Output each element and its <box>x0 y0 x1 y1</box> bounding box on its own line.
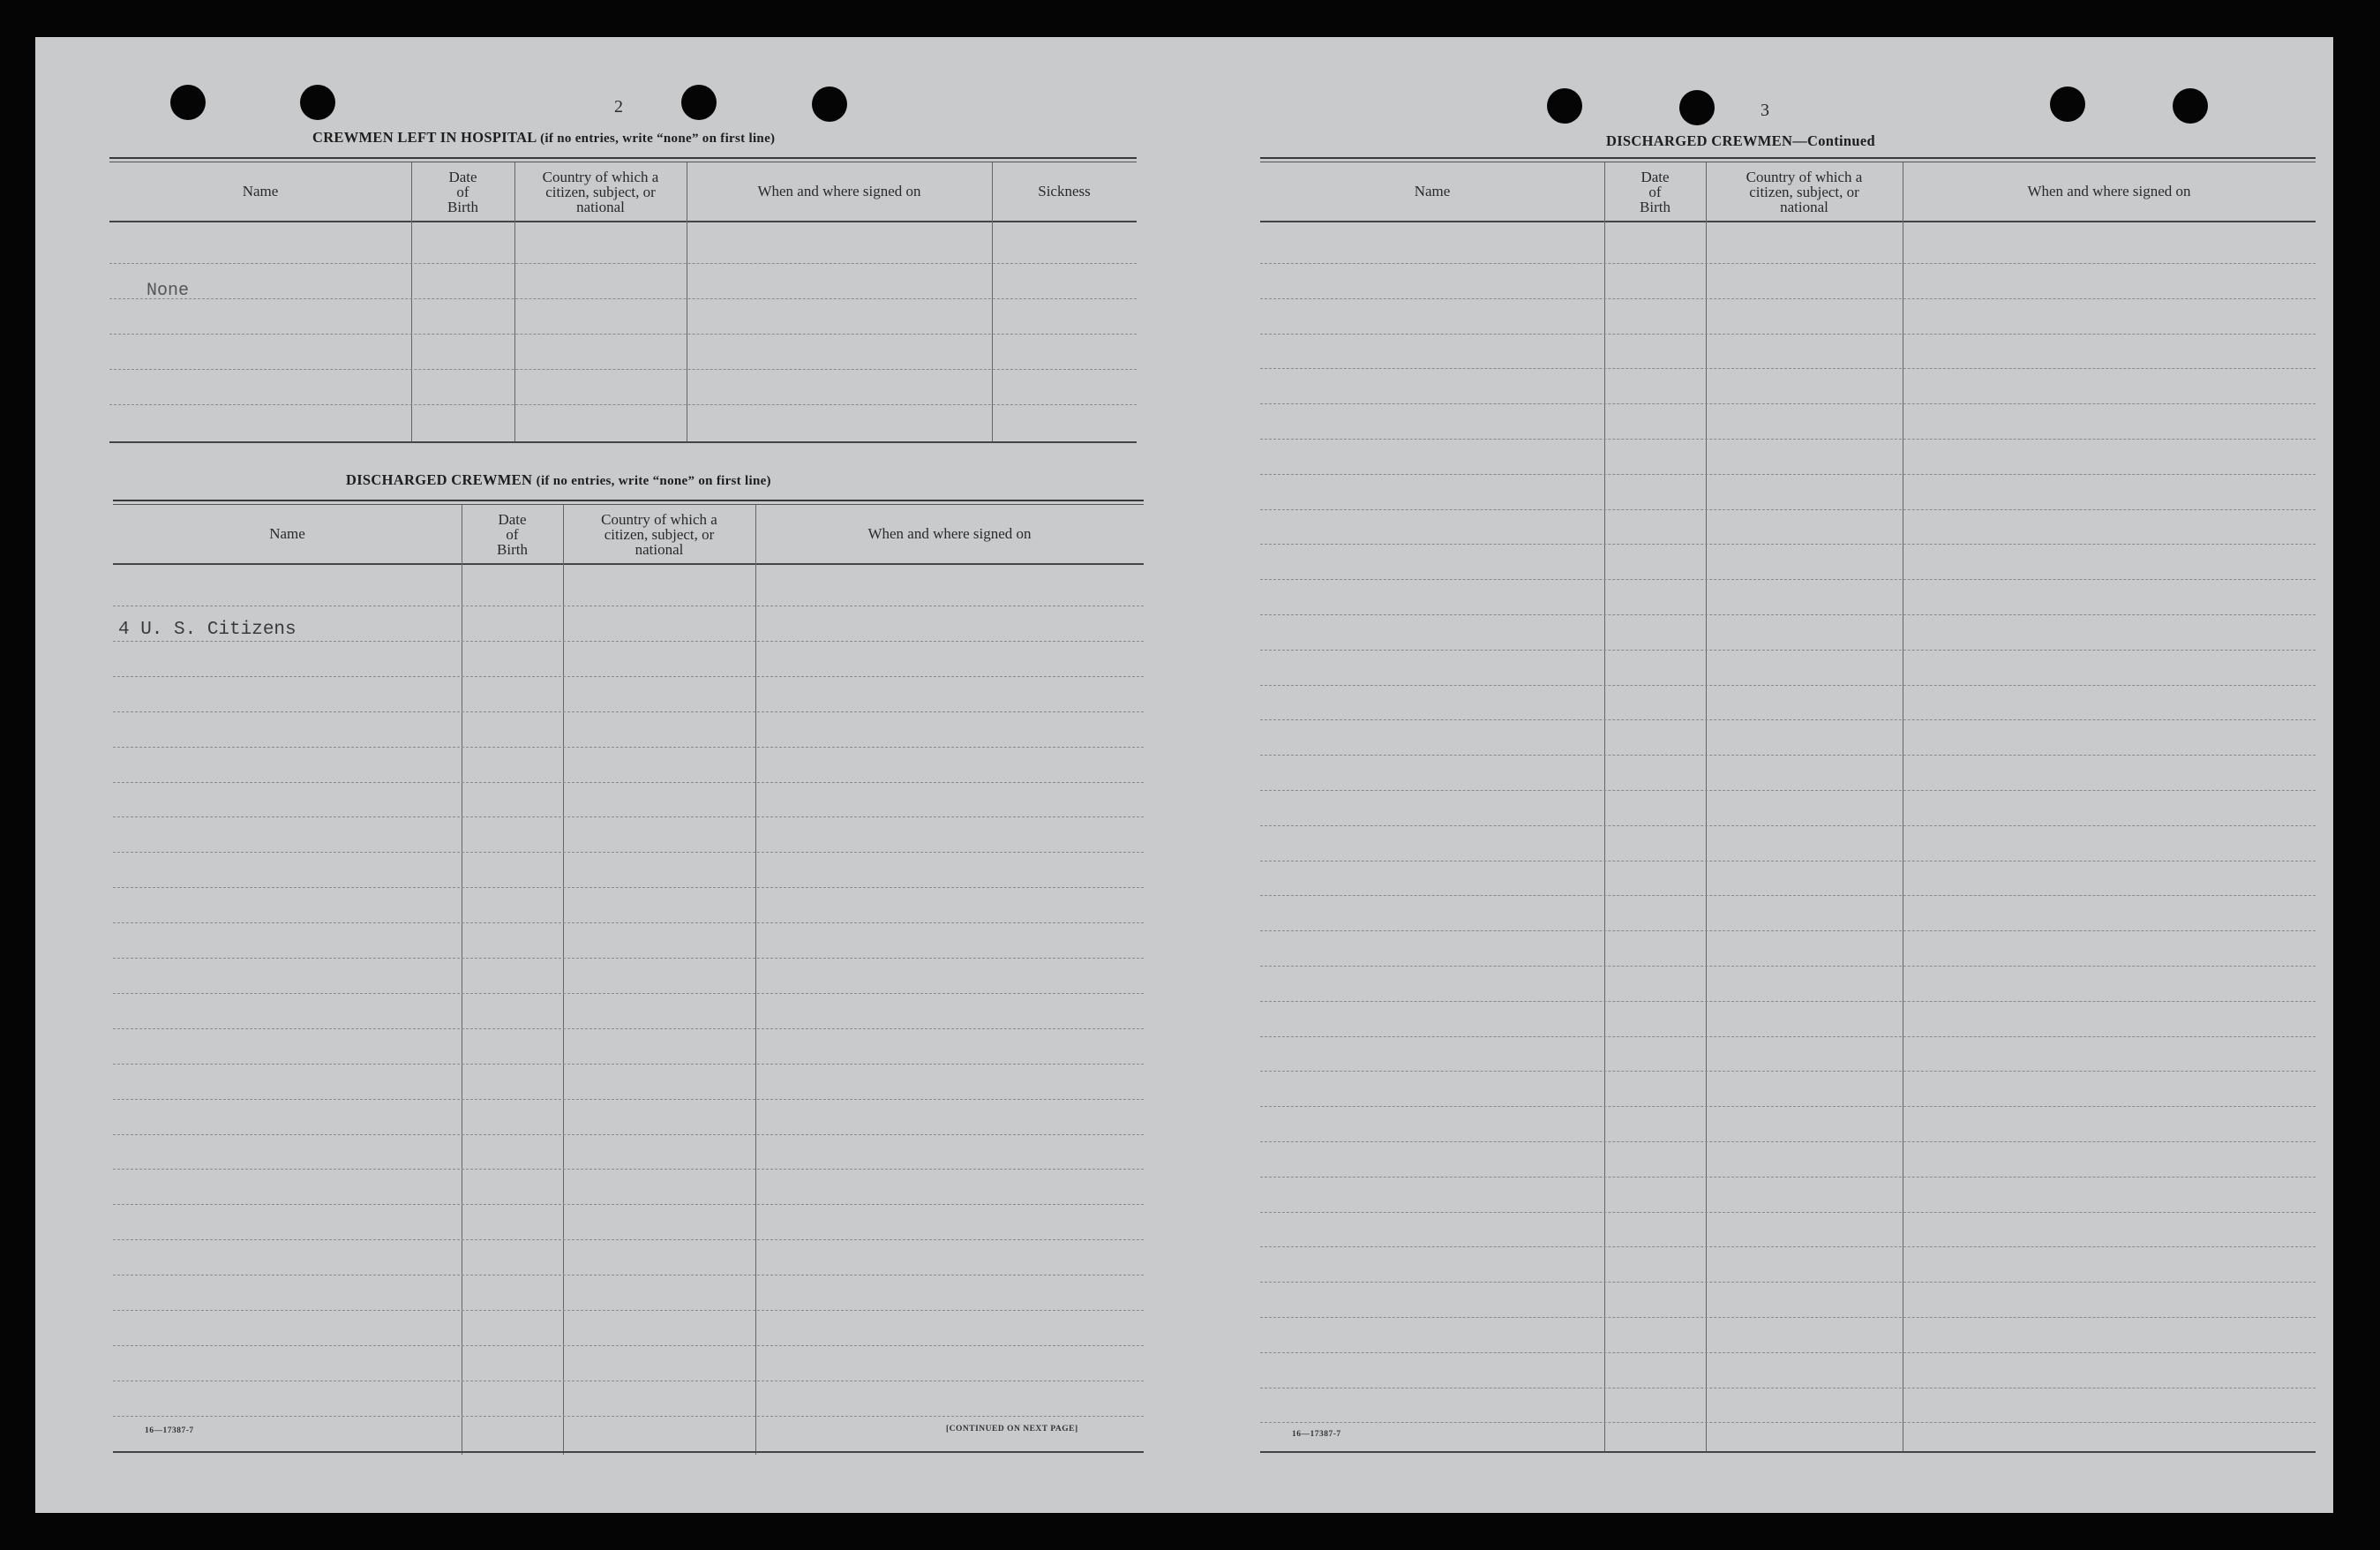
divider <box>113 504 1144 505</box>
form-row-line <box>1260 263 2316 264</box>
form-row-line <box>113 887 1144 888</box>
form-row-line <box>113 993 1144 994</box>
punch-hole-icon <box>300 85 335 120</box>
column-header-country: Country of which a citizen, subject, or national <box>601 511 717 558</box>
punch-hole-icon <box>812 87 847 122</box>
form-row-line <box>1260 1212 2316 1213</box>
form-row-line <box>1260 298 2316 299</box>
column-header-dob: Date of Birth <box>447 169 478 215</box>
form-row-line <box>113 747 1144 748</box>
discharged-table <box>113 500 1144 1458</box>
form-row-line <box>1260 509 2316 510</box>
column-header-dob: Date of Birth <box>497 511 528 558</box>
divider <box>113 500 1144 501</box>
form-row-line <box>113 782 1144 783</box>
discharged-title-text: DISCHARGED CREWMEN <box>346 471 533 488</box>
form-row-line <box>1260 1246 2316 1247</box>
hospital-title-text: CREWMEN LEFT IN HOSPITAL <box>312 129 537 146</box>
table-bottom-rule <box>113 1451 1144 1453</box>
table-bottom-rule <box>1260 1451 2316 1453</box>
right-section-title: DISCHARGED CREWMEN—Continued <box>1606 132 1875 149</box>
form-row-line <box>1260 825 2316 826</box>
form-row-line <box>1260 1177 2316 1178</box>
form-row-line <box>109 369 1137 370</box>
column-divider <box>1706 162 1707 1453</box>
form-number-left: 16—17387-7 <box>145 1426 194 1435</box>
form-row-line <box>113 1416 1144 1417</box>
form-row-line <box>1260 368 2316 369</box>
form-row-line <box>1260 1001 2316 1002</box>
form-row-line <box>1260 579 2316 580</box>
hospital-table <box>109 157 1137 448</box>
form-row-line <box>1260 755 2316 756</box>
form-row-line <box>113 711 1144 712</box>
column-divider <box>992 162 993 443</box>
form-row-line <box>109 263 1137 264</box>
column-header-signed-on: When and where signed on <box>757 183 921 199</box>
hospital-section-title <box>312 129 775 147</box>
column-header-name: Name <box>1414 183 1451 199</box>
column-header-country: Country of which a citizen, subject, or national <box>542 169 659 215</box>
punch-hole-icon <box>2050 87 2085 122</box>
form-row-line <box>1260 1352 2316 1353</box>
form-row-line <box>113 852 1144 853</box>
form-row-line <box>113 1345 1144 1346</box>
manifest-sheet <box>35 37 2333 1513</box>
header-rule <box>113 563 1144 565</box>
form-row-line <box>1260 403 2316 404</box>
divider <box>1260 157 2316 159</box>
form-row-line <box>1260 966 2316 967</box>
form-row-line <box>113 922 1144 923</box>
form-row-line <box>113 676 1144 677</box>
form-row-line <box>1260 790 2316 791</box>
form-row-line <box>1260 650 2316 651</box>
form-row-line <box>1260 1282 2316 1283</box>
form-row-line <box>1260 861 2316 862</box>
form-row-line <box>109 404 1137 405</box>
column-header-name: Name <box>269 525 305 542</box>
column-divider <box>1604 162 1605 1453</box>
discharged-continued-table <box>1260 157 2316 1456</box>
column-divider <box>755 505 756 1455</box>
form-row-line <box>1260 1422 2316 1423</box>
punch-hole-icon <box>681 85 717 120</box>
form-row-line <box>1260 895 2316 896</box>
form-row-line <box>1260 685 2316 686</box>
form-row-line <box>113 1134 1144 1135</box>
form-row-line <box>1260 1141 2316 1142</box>
form-row-line <box>113 641 1144 642</box>
column-header-name: Name <box>242 183 279 199</box>
form-row-line <box>113 1310 1144 1311</box>
table-bottom-rule <box>109 441 1137 443</box>
form-row-line <box>1260 1106 2316 1107</box>
form-row-line <box>1260 1071 2316 1072</box>
form-row-line <box>109 298 1137 299</box>
form-row-line <box>113 1169 1144 1170</box>
hospital-title-note: (if no entries, write “none” on first line) <box>540 132 776 146</box>
form-row-line <box>113 1099 1144 1100</box>
form-row-line <box>1260 474 2316 475</box>
continued-note: [CONTINUED ON NEXT PAGE] <box>946 1425 1078 1433</box>
form-row-line <box>1260 334 2316 335</box>
form-row-line <box>1260 544 2316 545</box>
form-number-right: 16—17387-7 <box>1292 1430 1341 1439</box>
form-row-line <box>113 816 1144 817</box>
form-row-line <box>1260 1036 2316 1037</box>
form-row-line <box>1260 439 2316 440</box>
discharged-title-note: (if no entries, write “none” on first line) <box>536 474 771 488</box>
punch-hole-icon <box>1679 90 1715 125</box>
form-row-line <box>1260 614 2316 615</box>
form-row-line <box>113 1204 1144 1205</box>
form-row-line <box>1260 719 2316 720</box>
header-rule <box>109 221 1137 222</box>
form-row-line <box>1260 930 2316 931</box>
header-rule <box>1260 221 2316 222</box>
divider <box>109 157 1137 159</box>
punch-hole-icon <box>2173 88 2208 124</box>
column-divider <box>563 505 564 1455</box>
form-row-line <box>113 1239 1144 1240</box>
column-header-signed-on: When and where signed on <box>2027 183 2191 199</box>
form-row-line <box>109 334 1137 335</box>
form-row-line <box>113 1028 1144 1029</box>
column-header-country: Country of which a citizen, subject, or national <box>1746 169 1863 215</box>
form-row-line <box>1260 1317 2316 1318</box>
column-header-signed-on: When and where signed on <box>867 525 1032 542</box>
page-number-right: 3 <box>1761 101 1769 120</box>
column-header-sickness: Sickness <box>1038 183 1091 199</box>
form-row-line <box>113 958 1144 959</box>
discharged-section-title <box>346 471 771 489</box>
discharged-entry: 4 U. S. Citizens <box>118 620 297 640</box>
hospital-entry-none: None <box>146 281 190 301</box>
form-row-line <box>113 1064 1144 1065</box>
punch-hole-icon <box>170 85 206 120</box>
punch-hole-icon <box>1547 88 1582 124</box>
column-header-dob: Date of Birth <box>1640 169 1671 215</box>
page-number-left: 2 <box>614 97 623 117</box>
